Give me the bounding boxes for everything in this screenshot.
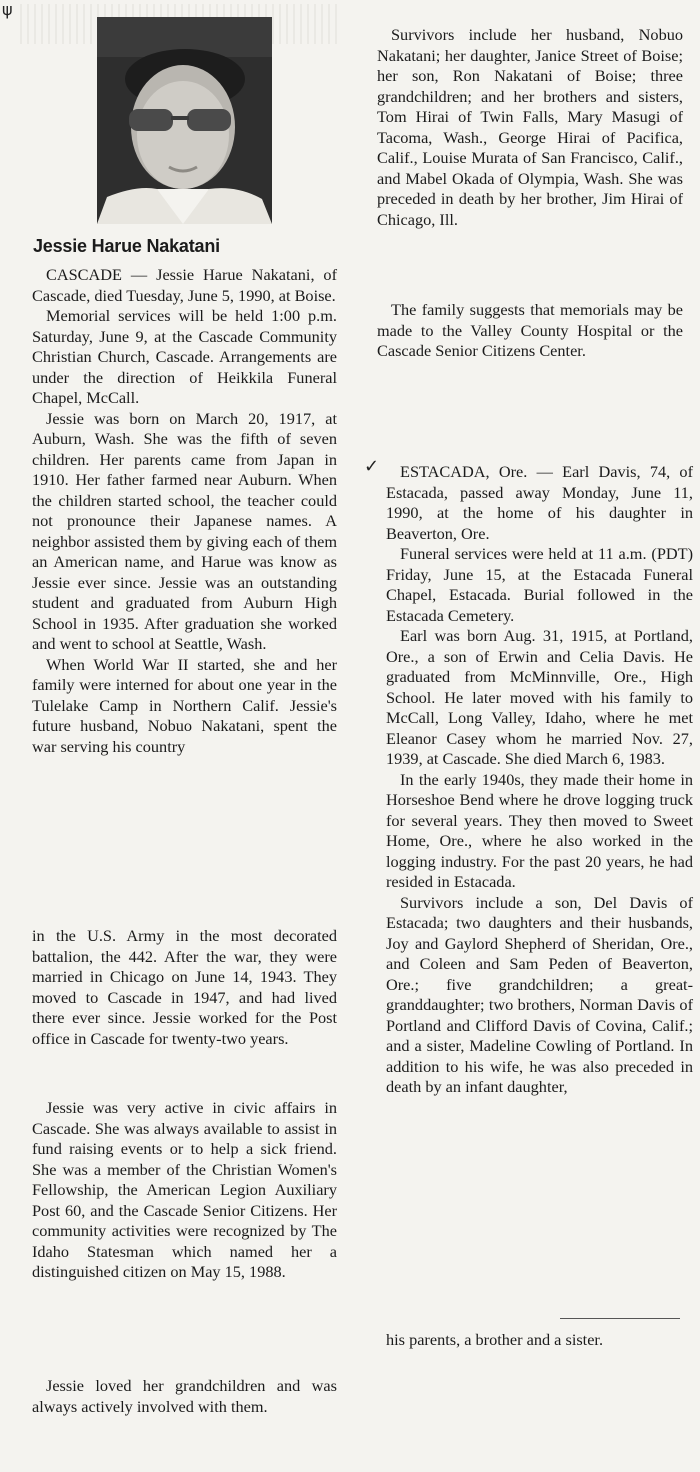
obituary-2-column [386,462,693,1098]
paragraph: CASCADE — Jessie Harue Nakatani, of Cascade, died Tuesday, June 5, 1990, at Boise. [32,265,337,305]
paragraph: Jessie was very active in civic affairs in Cascade. She was always available to assist in fund raising events or to help a sick friend. She was a member of the Christian Women's Fellowship, the American Legion Auxiliary Post 60, and the Cascade Senior Citizens. Her community activities were recognized by The Idaho Statesman which named her a distinguished citizen on May 15, 1988. [32,1098,337,1281]
paragraph: When World War II started, she and her family were interned for about one year in the Tulelake Camp in Northern Calif. Jessie's future husband, Nobuo Nakatani, spent the war serving his country [32,654,337,756]
obituary-1-memorials [377,300,683,362]
paragraph: Survivors include a son, Del Davis of Estacada; two daughters and their husbands, Joy and Gaylord Shepherd of Sheridan, Ore., and Coleen and Sam Peden of Beaverton, Ore.; five grandchildren; a great-granddaughter; two brothers, Norman Davis of Portland and Clifford Davis of Covina, Calif.; and a sister, Madeline Cowling of Portland. In addition to his wife, he was also preceded in death by an infant daughter, [386,892,693,1096]
portrait-image [97,17,272,224]
obituary-1-column-b [32,926,337,1049]
paragraph: In the early 1940s, they made their home in Horseshoe Bend where he drove logging truck for several years. They then moved to Sweet Home, Ore., where he also worked in the logging industry. For the past 20 years, he had resided in Estacada. [386,769,693,891]
paragraph: Jessie was born on March 20, 1917, at Auburn, Wash. She was the fifth of seven children. Her parents came from Japan in 1910. Her father farmed near Auburn. When the children started school, the teacher could not pronounce their Japanese names. A neighbor assisted them by giving each of them an American name, and Harue was know as Jessie ever since. Jessie was an outstanding student and graduated from Auburn High School in 1935. After graduation she worked and went to school at Seattle, Wash. [32,408,337,653]
memorials-paragraph: The family suggests that memorials may be made to the Valley County Hospital or the Cascade Senior Citizens Center. [377,300,683,360]
corner-pen-mark: ψ [2,0,13,19]
column-divider [560,1318,680,1319]
obituary-1-column-c [32,1098,337,1283]
paragraph: Memorial services will be held 1:00 p.m. Saturday, June 9, at the Cascade Community Christian Church, Cascade. Arrangements are under the direction of Heikkila Funeral Chapel, McCall. [32,306,337,407]
paragraph: his parents, a brother and a sister. [386,1330,604,1349]
survivors-paragraph: Survivors include her husband, Nobuo Nakatani; her daughter, Janice Street of Boise; her son, Ron Nakatani of Boise; three grandchildren; and her brothers and sisters, Tom Hirai of Twin Falls, Mary Masugi of Tacoma, Wash., George Hirai of Pacifica, Calif., Louise Murata of San Francisco, Calif., and Mabel Okada of Olympia, Wash. She was preceded in death by her brother, Jim Hirai of Chicago, Ill. [377,25,683,229]
paragraph: Jessie loved her grandchildren and was always actively involved with them. [32,1376,337,1416]
obituary-1-column-d [32,1376,337,1417]
paragraph: ESTACADA, Ore. — Earl Davis, 74, of Estacada, passed away Monday, June 11, 1990, at the home of his daughter in Beaverton, Ore. [386,462,693,543]
obituary-2-continuation [386,1330,693,1351]
obituary-1-survivors [377,25,683,230]
obituary-1-column-a [32,265,337,757]
portrait-photo [97,17,272,224]
paragraph: Funeral services were held at 11 a.m. (PDT) Friday, June 15, at the Estacada Funeral Chapel, Estacada. Burial followed in the Estacada Cemetery. [386,544,693,625]
obituary-name-headline: Jessie Harue Nakatani [33,236,220,256]
paragraph: Earl was born Aug. 31, 1915, at Portland, Ore., a son of Erwin and Celia Davis. He graduated from McMinnville, Ore., High School. He later moved with his family to McCall, Long Valley, Idaho, where he met Eleanor Casey whom he married Nov. 27, 1939, at Cascade. She died March 6, 1983. [386,626,693,768]
check-pen-mark: ✓ [364,456,380,477]
paragraph: in the U.S. Army in the most decorated battalion, the 442. After the war, they were married in Chicago on June 14, 1943. They moved to Cascade in 1947, and had lived there ever since. Jessie worked for the Post office in Cascade for twenty-two years. [32,926,337,1048]
